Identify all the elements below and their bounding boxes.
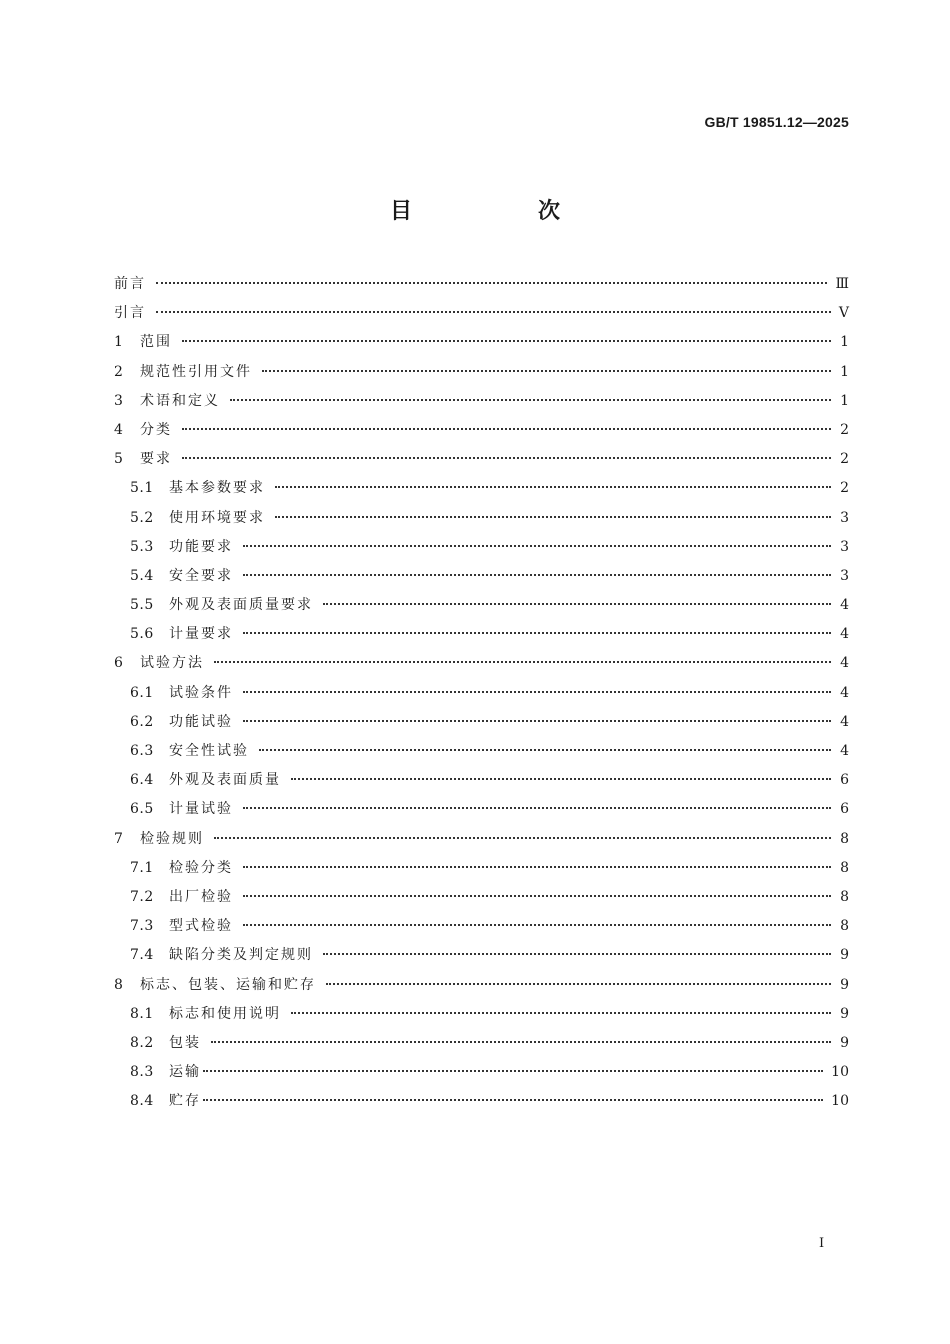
toc-leader-dots (243, 574, 831, 576)
toc-entry-number: 5.5 (130, 597, 154, 614)
toc-entry-number: 7 (114, 830, 124, 847)
toc-entry[interactable] (114, 387, 849, 416)
toc-entry-number: 7.3 (130, 918, 154, 935)
toc-entry-label: 分类 (140, 421, 172, 438)
toc-leader-dots (243, 545, 831, 547)
toc-leader-dots (243, 720, 831, 722)
toc-entry[interactable] (114, 883, 849, 912)
toc-entry-label: 运输 (169, 1064, 201, 1081)
toc-entry-number: 6 (114, 655, 124, 672)
toc-entry-number: 8.4 (130, 1093, 154, 1110)
toc-entry-page: 10 (831, 1093, 849, 1110)
toc-entry-page: 9 (840, 1005, 849, 1022)
toc-entry-label: 包装 (169, 1034, 201, 1051)
toc-entry[interactable] (114, 328, 849, 357)
toc-entry-number: 5.2 (130, 509, 154, 526)
toc-entry-page: 8 (840, 830, 849, 847)
toc-entry-page: 4 (840, 597, 849, 614)
toc-entry[interactable] (114, 1058, 849, 1087)
toc-entry-page: 10 (831, 1064, 849, 1081)
toc-entry-page: 9 (840, 1034, 849, 1051)
toc-entry-page: 6 (840, 772, 849, 789)
toc-entry[interactable] (114, 533, 849, 562)
toc-entry-number: 4 (114, 421, 124, 438)
toc-entry[interactable] (114, 1087, 849, 1116)
toc-entry-page: 3 (840, 538, 849, 555)
toc-entry-number: 6.1 (130, 684, 154, 701)
toc-leader-dots (203, 1070, 823, 1072)
toc-entry-label: 贮存 (169, 1093, 201, 1110)
toc-entry-label: 前言 (114, 276, 146, 292)
toc-entry-label: 试验方法 (140, 655, 204, 672)
toc-entry-number: 6.5 (130, 801, 154, 818)
toc-entry[interactable] (114, 649, 849, 678)
standard-code: GB/T 19851.12—2025 (704, 114, 849, 130)
toc-entry-label: 计量要求 (169, 626, 233, 643)
toc-leader-dots (291, 1012, 831, 1014)
toc-entry[interactable] (114, 737, 849, 766)
toc-leader-dots (262, 370, 831, 372)
toc-entry-number: 8 (114, 976, 124, 993)
toc-entry-page: 9 (840, 976, 849, 993)
toc-entry[interactable] (114, 445, 849, 474)
toc-leader-dots (326, 983, 831, 985)
toc-leader-dots (182, 428, 831, 430)
toc-entry-page: Ⅴ (838, 305, 849, 322)
toc-entry[interactable] (114, 708, 849, 737)
toc-entry-label: 计量试验 (169, 801, 233, 818)
toc-leader-dots (323, 953, 831, 955)
toc-entry-label: 范围 (140, 334, 172, 351)
toc-entry-page: Ⅲ (835, 276, 849, 292)
toc-entry-number: 7.4 (130, 947, 154, 964)
toc-entry-page: 4 (840, 655, 849, 672)
toc-leader-dots (211, 1041, 831, 1043)
toc-entry-label: 检验规则 (140, 830, 204, 847)
toc-leader-dots (182, 457, 831, 459)
toc-entry-page: 4 (840, 626, 849, 643)
toc-entry-label: 缺陷分类及判定规则 (169, 947, 313, 964)
toc-leader-dots (156, 311, 831, 313)
toc-entry[interactable] (114, 504, 849, 533)
toc-entry-number: 7.2 (130, 888, 154, 905)
toc-entry-label: 安全要求 (169, 567, 233, 584)
toc-entry-page: 2 (840, 451, 849, 468)
toc-leader-dots (323, 603, 831, 605)
toc-entry-label: 标志、包装、运输和贮存 (140, 976, 316, 993)
toc-entry-label: 出厂检验 (169, 888, 233, 905)
toc-entry[interactable] (114, 474, 849, 503)
toc-entry-number: 8.1 (130, 1005, 154, 1022)
toc-entry[interactable] (114, 825, 849, 854)
toc-entry-number: 5 (114, 451, 124, 468)
toc-entry[interactable] (114, 416, 849, 445)
toc-entry-label: 安全性试验 (169, 743, 249, 759)
toc-entry-page: 1 (840, 334, 849, 351)
toc-entry-page: 3 (840, 509, 849, 526)
toc-leader-dots (203, 1099, 823, 1101)
toc-leader-dots (243, 924, 831, 926)
toc-leader-dots (275, 486, 831, 488)
toc-entry-number: 6.3 (130, 743, 154, 759)
toc-entry-number: 3 (114, 392, 124, 409)
toc-entry-page: 8 (840, 888, 849, 905)
toc-entry[interactable] (114, 854, 849, 883)
toc-entry-label: 术语和定义 (140, 392, 220, 409)
page-number: Ⅰ (819, 1236, 825, 1251)
toc-entry-page: 4 (840, 684, 849, 701)
toc-entry-page: 8 (840, 859, 849, 876)
toc-leader-dots (243, 691, 831, 693)
toc-leader-dots (182, 340, 831, 342)
toc-leader-dots (214, 661, 831, 663)
toc-entry-page: 6 (840, 801, 849, 818)
toc-entry-label: 规范性引用文件 (140, 363, 252, 380)
toc-entry-label: 要求 (140, 451, 172, 468)
toc-entry-label: 型式检验 (169, 918, 233, 935)
toc-entry-number: 1 (114, 334, 124, 351)
toc-entry-number: 6.4 (130, 772, 154, 789)
toc-entry[interactable] (114, 270, 849, 299)
toc-entry-label: 外观及表面质量要求 (169, 597, 313, 614)
toc-leader-dots (230, 399, 831, 401)
toc-entry-number: 8.2 (130, 1034, 154, 1051)
toc-entry-label: 使用环境要求 (169, 509, 265, 526)
toc-entry[interactable] (114, 679, 849, 708)
toc-entry[interactable] (114, 562, 849, 591)
toc-entry-page: 1 (840, 363, 849, 380)
toc-entry-number: 5.4 (130, 567, 154, 584)
toc-entry-label: 试验条件 (169, 684, 233, 701)
toc-entry-page: 2 (840, 421, 849, 438)
toc-entry[interactable] (114, 358, 849, 387)
toc-entry-label: 检验分类 (169, 859, 233, 876)
toc-entry-page: 8 (840, 918, 849, 935)
toc-entry-page: 2 (840, 480, 849, 497)
toc-entry[interactable] (114, 795, 849, 824)
toc-entry-page: 1 (840, 392, 849, 409)
toc-leader-dots (275, 516, 831, 518)
toc-leader-dots (243, 632, 831, 634)
toc-entry-number: 6.2 (130, 713, 154, 730)
toc-entry[interactable] (114, 766, 849, 795)
toc-entry[interactable] (114, 1000, 849, 1029)
toc-leader-dots (259, 749, 831, 751)
toc-entry[interactable] (114, 591, 849, 620)
toc-leader-dots (243, 895, 831, 897)
toc-entry-label: 引言 (114, 305, 146, 322)
toc-title: 目 次 (389, 199, 612, 224)
toc-entry-number: 5.3 (130, 538, 154, 555)
toc-leader-dots (156, 282, 827, 284)
toc-entry-number: 7.1 (130, 859, 154, 876)
toc-leader-dots (214, 837, 831, 839)
toc-entry-page: 3 (840, 567, 849, 584)
toc-entry-page: 4 (840, 743, 849, 759)
toc-entry[interactable] (114, 620, 849, 649)
toc-entry[interactable] (114, 912, 849, 941)
toc-entry-number: 2 (114, 363, 124, 380)
toc-entry-page: 9 (840, 947, 849, 964)
toc-entry-label: 外观及表面质量 (169, 772, 281, 789)
toc-entry-label: 功能要求 (169, 538, 233, 555)
toc-entry-label: 基本参数要求 (169, 480, 265, 497)
toc-leader-dots (291, 778, 831, 780)
toc-entry[interactable] (114, 971, 849, 1000)
toc-entry-page: 4 (840, 713, 849, 730)
toc-entry-label: 功能试验 (169, 713, 233, 730)
toc-leader-dots (243, 807, 831, 809)
toc-entry[interactable] (114, 1029, 849, 1058)
toc-leader-dots (243, 866, 831, 868)
toc-entry-number: 8.3 (130, 1064, 154, 1081)
table-of-contents (114, 270, 849, 1116)
toc-entry-label: 标志和使用说明 (169, 1005, 281, 1022)
toc-entry-number: 5.6 (130, 626, 154, 643)
toc-entry-number: 5.1 (130, 480, 154, 497)
toc-entry[interactable] (114, 299, 849, 328)
toc-entry[interactable] (114, 941, 849, 970)
